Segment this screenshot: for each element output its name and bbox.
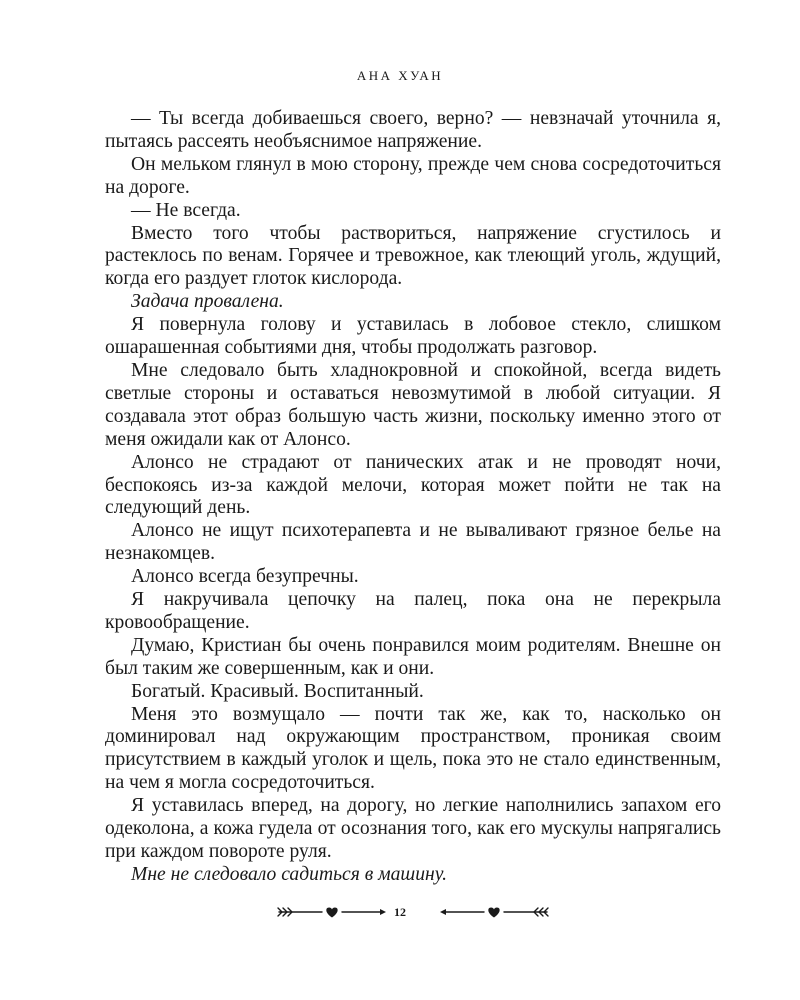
paragraph: Богатый. Красивый. Воспитанный. (131, 680, 424, 702)
paragraph-italic: Задача провалена. (131, 291, 284, 313)
paragraph: Он мельком глянул в мою сторону, прежде чем снова сосредоточиться на дороге. (105, 153, 721, 198)
paragraph: Меня это возмущало — почти так же, как то, насколько он доминировал над окружающим пространством, проникая своим присутствием в каждый уголок и щель, пока это не стало единственным, на чем я могла сосредоточиться. (105, 703, 721, 794)
paragraph: Алонсо всегда безупречны. (131, 566, 359, 588)
running-head: АНА ХУАН (356, 68, 444, 83)
arrow-heart-ornament-icon (438, 905, 550, 919)
arrow-heart-ornament-icon (276, 905, 388, 919)
paragraph: Я накручивала цепочку на палец, пока она не перекрыла кровообращение. (105, 589, 721, 633)
paragraph: Мне следовало быть хладнокровной и спокойной, всегда видеть светлые стороны и оставаться невозмутимой в любой ситуации. Я создавала этот образ большую часть жизни, поскольку именно этого от меня ожидали как от Алонсо. (105, 359, 721, 450)
paragraph: Вместо того чтобы раствориться, напряжение сгустилось и растеклось по венам. Горячее и тревожное, как тлеющий уголь, ждущий, когда его раздует глоток кислорода. (105, 222, 721, 290)
page-footer (0, 902, 800, 924)
paragraph: Алонсо не ищут психотерапевта и не вываливают грязное белье на незнакомцев. (105, 520, 721, 565)
body-text (105, 108, 721, 887)
paragraph-italic: Мне не следовало садиться в машину. (131, 863, 448, 885)
paragraph: Думаю, Кристиан бы очень понравился моим родителям. Внешне он был таким же совершенным, как и они. (105, 634, 721, 679)
page-number: 12 (394, 905, 406, 919)
paragraph: Алонсо не страдают от панических атак и не проводят ночи, беспокоясь из-за каждой мелочи, которая может пойти не так на следующий день. (105, 451, 721, 519)
paragraph: — Не всегда. (131, 199, 241, 221)
paragraph: Я повернула голову и уставилась в лобовое стекло, слишком ошарашенная событиями дня, чтобы продолжать разговор. (105, 314, 721, 359)
paragraph: — Ты всегда добиваешься своего, верно? — невзначай уточнила я, пытаясь рассеять необъяснимое напряжение. (105, 108, 721, 152)
paragraph: Я уставилась вперед, на дорогу, но легкие наполнились запахом его одеколона, а кожа гудела от осознания того, как его мускулы напрягались при каждом повороте руля. (105, 795, 721, 862)
